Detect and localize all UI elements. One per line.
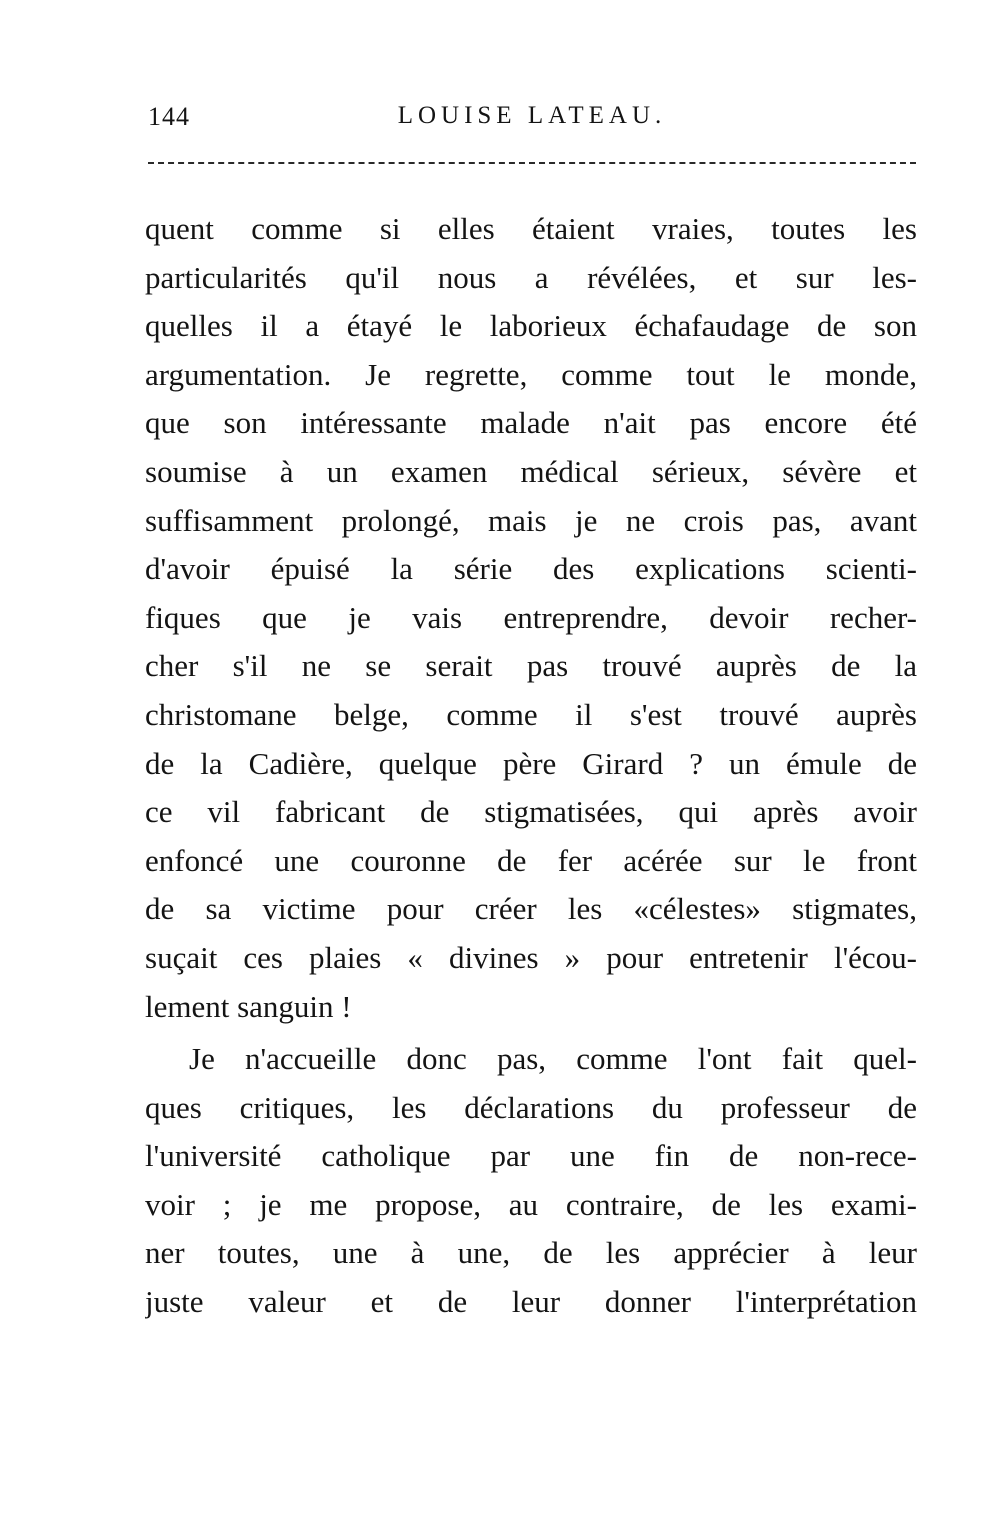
text-line: de la Cadière, quelque père Girard ? un émule de	[145, 745, 917, 781]
text-line: d'avoir épuisé la série des explications scienti-	[145, 551, 917, 587]
text-line: l'université catholique par une fin de non-rece-	[145, 1138, 917, 1174]
text-line: christomane belge, comme il s'est trouvé auprès	[145, 696, 917, 732]
paragraph-1	[145, 205, 917, 1031]
text-line: ce vil fabricant de stigmatisées, qui après avoir	[145, 794, 917, 830]
text-line: cher s'il ne se serait pas trouvé auprès de la	[145, 648, 917, 684]
text-line: suçait ces plaies « divines » pour entretenir l'écou-	[145, 939, 917, 975]
text-line: fiques que je vais entreprendre, devoir recher-	[145, 599, 917, 635]
text-line: particularités qu'il nous a révélées, et sur les-	[145, 259, 917, 295]
text-line: suffisamment prolongé, mais je ne crois pas, avant	[145, 502, 917, 538]
text-line: soumise à un examen médical sérieux, sévère et	[145, 453, 917, 489]
text-line: quelles il a étayé le laborieux échafaudage de son	[145, 308, 917, 344]
text-line: juste valeur et de leur donner l'interprétation	[145, 1284, 917, 1320]
text-line: que son intéressante malade n'ait pas encore été	[145, 405, 917, 441]
page-number: 144	[148, 102, 190, 131]
header-rule	[148, 162, 916, 164]
text-line: ner toutes, une à une, de les apprécier à leur	[145, 1235, 917, 1271]
body-text	[145, 205, 917, 1327]
text-line: de sa victime pour créer les «célestes» stigmates,	[145, 891, 917, 927]
running-head	[148, 98, 916, 138]
text-line: lement sanguin !	[145, 988, 352, 1024]
text-line: ques critiques, les déclarations du professeur de	[145, 1089, 917, 1125]
text-line: quent comme si elles étaient vraies, toutes les	[145, 211, 917, 246]
text-line: argumentation. Je regrette, comme tout le monde,	[145, 356, 917, 392]
running-title: LOUISE LATEAU.	[397, 102, 667, 129]
text-line: enfoncé une couronne de fer acérée sur le front	[145, 842, 917, 878]
paragraph-2	[145, 1035, 917, 1327]
text-line: voir ; je me propose, au contraire, de les exami-	[145, 1186, 917, 1222]
text-line: Je n'accueille donc pas, comme l'ont fait quel-	[189, 1041, 917, 1077]
